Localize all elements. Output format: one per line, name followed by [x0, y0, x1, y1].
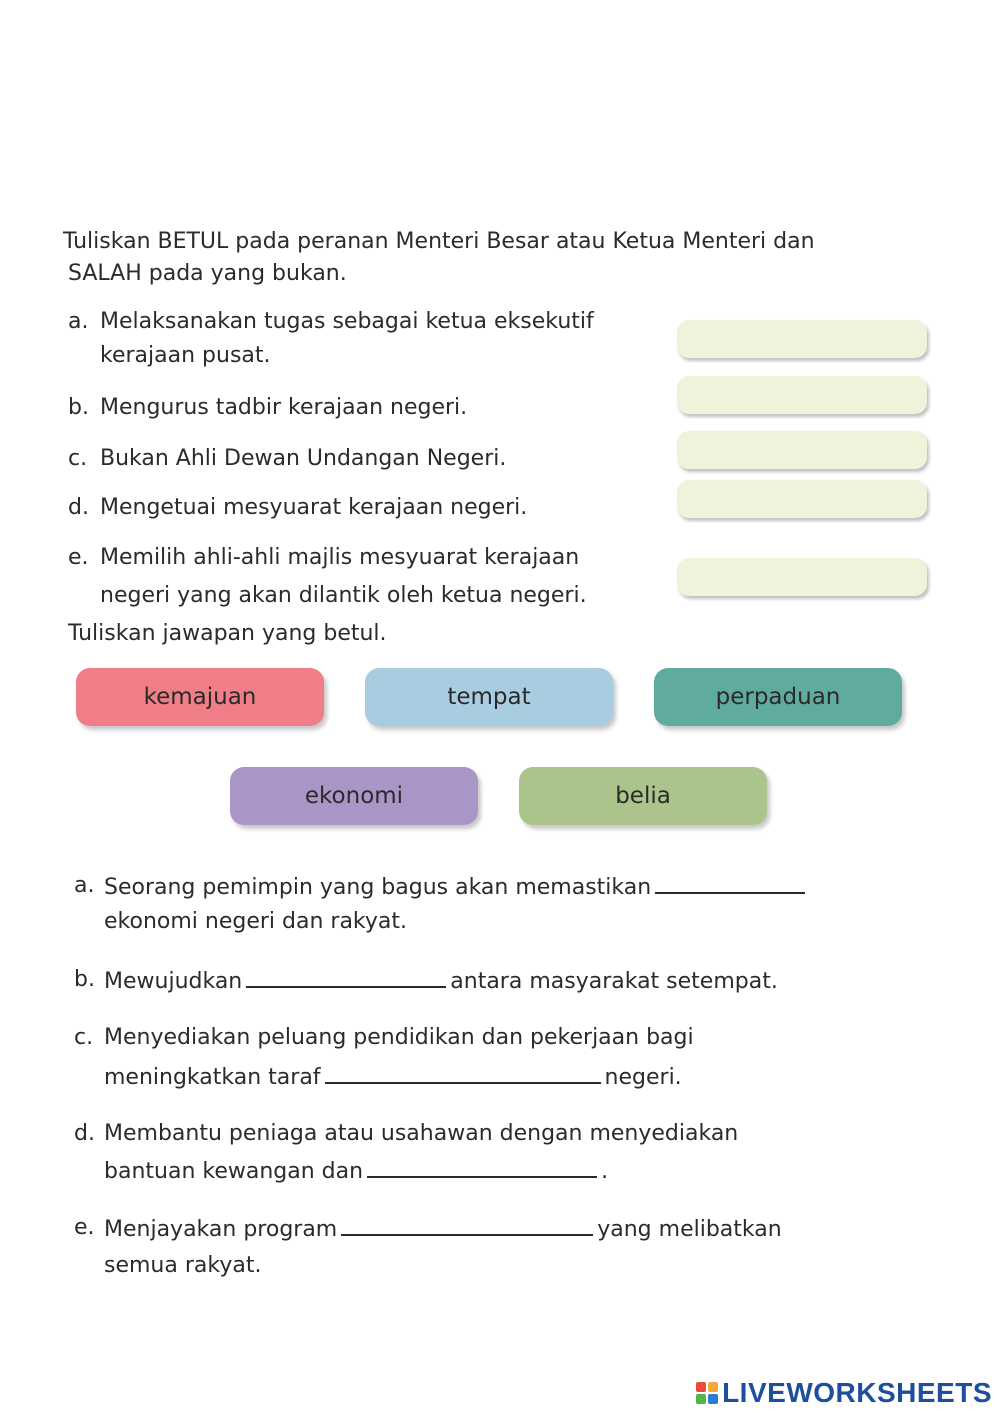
item-e-text-line1: Memilih ahli-ahli majlis mesyuarat kerajaan	[100, 545, 580, 570]
instruction-line-2: SALAH pada yang bukan.	[68, 261, 347, 286]
word-chip-ekonomi[interactable]: ekonomi	[230, 767, 478, 825]
answer-box-d[interactable]	[677, 480, 927, 518]
answer-box-c[interactable]	[677, 431, 927, 469]
blank-d[interactable]	[367, 1154, 597, 1178]
answer-box-b[interactable]	[677, 376, 927, 414]
item-c-label: c.	[68, 446, 88, 471]
item-a-label: a.	[68, 309, 89, 334]
fill-item-b-line1	[104, 964, 778, 998]
logo-mark-icon	[696, 1382, 718, 1404]
item-a-text-line2: kerajaan pusat.	[100, 343, 271, 368]
instruction-line-1: Tuliskan BETUL pada peranan Menteri Besar atau Ketua Menteri dan	[63, 229, 815, 254]
word-chip-belia[interactable]: belia	[519, 767, 767, 825]
answer-box-e[interactable]	[677, 558, 927, 596]
item-a-text-line1: Melaksanakan tugas sebagai ketua eksekutif	[100, 309, 594, 334]
blank-c[interactable]	[325, 1060, 601, 1084]
instruction-section-2: Tuliskan jawapan yang betul.	[68, 621, 387, 646]
fill-item-a-line1	[104, 870, 809, 904]
fill-item-c-line1: Menyediakan peluang pendidikan dan pekerjaan bagi	[104, 1025, 694, 1050]
fill-item-c-text-3: negeri.	[604, 1065, 682, 1090]
item-b-text: Mengurus tadbir kerajaan negeri.	[100, 395, 468, 420]
fill-item-b-label: b.	[74, 967, 95, 992]
item-d-label: d.	[68, 495, 89, 520]
fill-item-e-line2: semua rakyat.	[104, 1253, 262, 1278]
fill-item-d-text-3: .	[601, 1159, 609, 1184]
item-b-label: b.	[68, 395, 89, 420]
fill-item-c-text-2: meningkatkan taraf	[104, 1065, 321, 1090]
fill-item-d-line2	[104, 1154, 608, 1188]
fill-item-b-text-2: antara masyarakat setempat.	[450, 969, 778, 994]
fill-item-d-text-2: bantuan kewangan dan	[104, 1159, 364, 1184]
item-d-text: Mengetuai mesyuarat kerajaan negeri.	[100, 495, 528, 520]
fill-item-e-line1	[104, 1212, 782, 1246]
fill-item-a-line2: ekonomi negeri dan rakyat.	[104, 909, 408, 934]
fill-item-d-line1: Membantu peniaga atau usahawan dengan menyediakan	[104, 1121, 739, 1146]
fill-item-c-line2	[104, 1060, 682, 1094]
fill-item-e-text-1: Menjayakan program	[104, 1217, 338, 1242]
fill-item-e-label: e.	[74, 1215, 95, 1240]
word-chip-tempat[interactable]: tempat	[365, 668, 613, 726]
brand-name: LIVEWORKSHEETS	[722, 1377, 992, 1408]
answer-box-a[interactable]	[677, 320, 927, 358]
fill-item-d-label: d.	[74, 1121, 95, 1146]
word-chip-perpaduan[interactable]: perpaduan	[654, 668, 902, 726]
fill-item-c-label: c.	[74, 1025, 94, 1050]
fill-item-e-text-2: yang melibatkan	[597, 1217, 782, 1242]
fill-item-a-text: Seorang pemimpin yang bagus akan memastikan	[104, 875, 652, 900]
fill-item-b-text-1: Mewujudkan	[104, 969, 243, 994]
blank-e[interactable]	[341, 1212, 593, 1236]
liveworksheets-logo	[696, 1378, 992, 1408]
item-c-text: Bukan Ahli Dewan Undangan Negeri.	[100, 446, 507, 471]
item-e-label: e.	[68, 545, 89, 570]
blank-a[interactable]	[655, 870, 805, 894]
word-chip-kemajuan[interactable]: kemajuan	[76, 668, 324, 726]
blank-b[interactable]	[246, 964, 446, 988]
item-e-text-line2: negeri yang akan dilantik oleh ketua negeri.	[100, 583, 587, 608]
fill-item-a-label: a.	[74, 873, 95, 898]
